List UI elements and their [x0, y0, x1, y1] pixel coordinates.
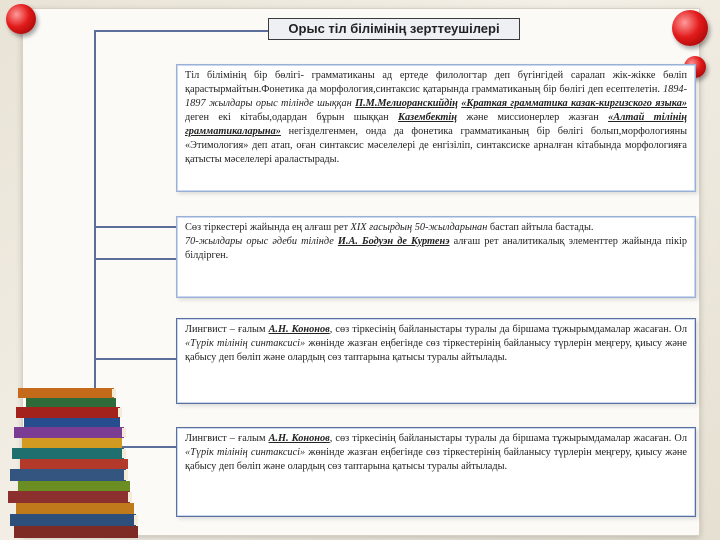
connector-box3	[94, 358, 176, 360]
box4-text-b: , сөз тіркесінің байланыстары туралы да біршама тұжырымдамалар жасаған. Ол	[329, 433, 687, 444]
slide-title: Орыс тіл білімінің зерттеушілері	[268, 18, 520, 40]
box2-text-d: алғаш рет аналитикалық элементтер жайында пікір білдірген.	[185, 236, 687, 261]
connector-box2	[94, 258, 176, 260]
box1-author-name: П.М.Мелиоранскийдің	[355, 98, 458, 109]
text-box-2	[176, 216, 696, 298]
box1-text-e: негізделгенмен, онда да фонетика грамматиканың бір бөлігі болып,морфологияны «Этимология» деп атап, оған синтаксис мәселелері де енгізіліп, синтаксиске арналған кітабында морфологияға қатысты мәселелері араластырады.	[185, 126, 687, 165]
box1-author-name-2: Казембектің	[398, 112, 457, 123]
box1-book-title: «Краткая грамматика казак-киргизского языка»	[461, 98, 688, 109]
box2-text-a: Сөз тіркестері жайында ең алғаш рет	[185, 222, 348, 233]
box4-author-name: А.Н. Кононов	[268, 433, 330, 444]
pushpin-top-right	[672, 10, 708, 46]
box3-book-title: «Түрік тілінің синтаксисі»	[185, 338, 306, 349]
box2-author-name: И.А. Бодуэн де Куртенэ	[337, 236, 450, 247]
box4-text-c: жөнінде жазған еңбегінде сөз тіркестерінің байланысу түрлерін меңгеру, қиысу және қабысу деп бөліп және олардың сөз таптарына қатысы туралы айтылады.	[185, 447, 688, 472]
connector-box1	[94, 226, 176, 228]
books-stack-image	[8, 380, 158, 540]
box1-text-d: және миссионерлер жазған	[466, 112, 599, 123]
box3-text-a: Лингвист – ғалым	[185, 324, 266, 335]
pushpin-top-left	[6, 4, 36, 34]
box1-text-b: жылдары орыс тілінде шыққан	[208, 98, 352, 109]
box1-text-a: Тіл білімінің бір бөлігі- грамматиканы ад ертеде филологтар деп бүгінгідей саралап жік-жікке бөліп қарастырмайтын.Фонетика да морфология,синтаксис қатарында грамматиканың бір бөлігі деп есептелетін.	[185, 70, 687, 95]
box2-text-c: 70-жылдары орыс әдеби тілінде	[185, 236, 334, 247]
box4-text-a: Лингвист – ғалым	[185, 433, 266, 444]
text-box-4	[176, 427, 696, 517]
box2-period: XIX ғасырдың 50-жылдарынан	[350, 222, 488, 233]
box3-text-c: жөнінде жазған еңбегінде сөз тіркестерінің байланысу түрлерін меңгеру, қиысу және қабысу деп бөліп және олардың сөз таптарына қатысы туралы айтылады.	[185, 338, 688, 363]
box1-years: 1894-1897	[185, 84, 687, 109]
text-box-3	[176, 318, 696, 404]
box1-book-title-2: «Алтай тілінің грамматикаларына»	[185, 112, 687, 137]
box3-author-name: А.Н. Кононов	[268, 324, 330, 335]
text-box-1	[176, 64, 696, 192]
box3-text-b: , сөз тіркесінің байланыстары туралы да біршама тұжырымдамалар жасаған. Ол	[329, 324, 687, 335]
box2-text-b: бастап айтыла бастады.	[489, 222, 594, 233]
box1-text-c: деген екі кітабы,одардан бұрын шыққан	[185, 112, 389, 123]
connector-top	[94, 30, 268, 32]
box4-book-title: «Түрік тілінің синтаксисі»	[185, 447, 306, 458]
